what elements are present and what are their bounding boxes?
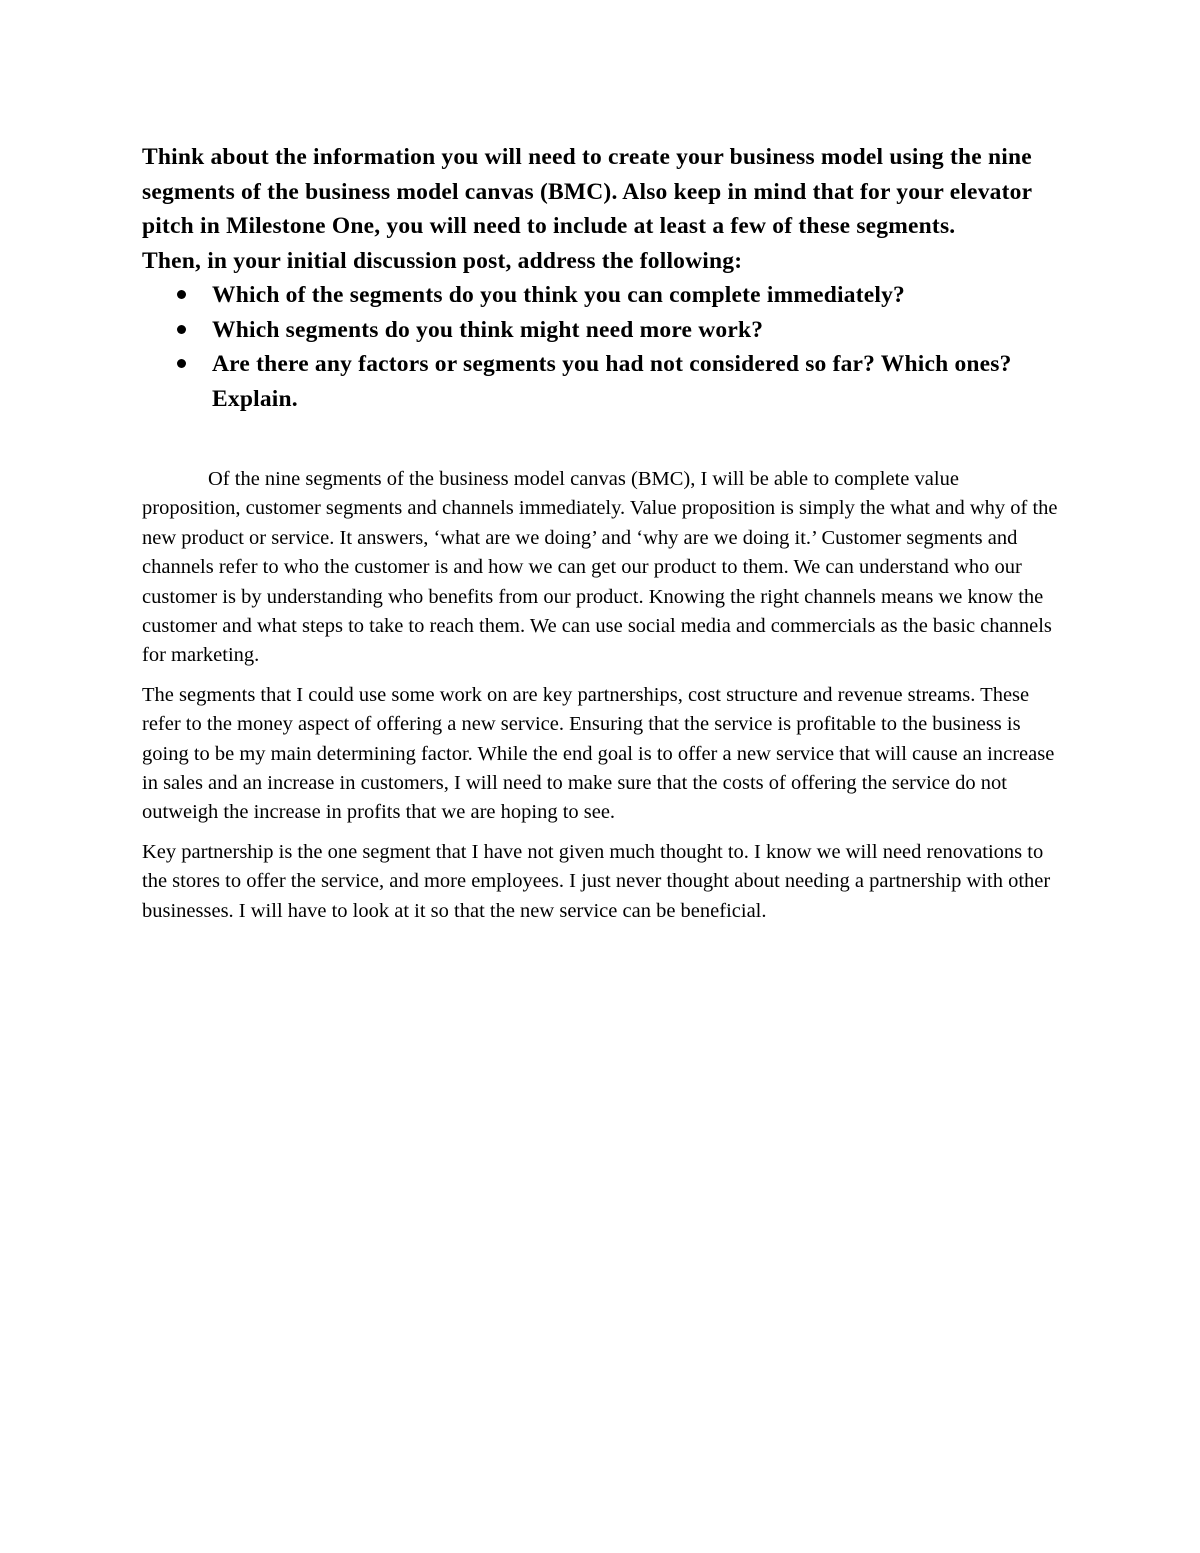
prompt-question-text: Which segments do you think might need more work? <box>212 316 764 343</box>
answer-paragraph: The segments that I could use some work on are key partnerships, cost structure and revenue streams. These refer to the money aspect of offering a new service. Ensuring that the service is profitable to the business is going to be my main determining factor. While the end goal is to offer a new service that will cause an increase in sales and an increase in customers, I will need to make sure that the costs of offering the service do not outweigh the increase in profits that we are hoping to see. <box>142 683 1055 824</box>
prompt-lead: Then, in your initial discussion post, address the following: <box>142 247 743 274</box>
prompt-questions-list <box>142 278 1060 416</box>
prompt-question-text: Which of the segments do you think you can complete immediately? <box>212 282 905 308</box>
prompt-intro: Think about the information you will need to create your business model using the nine segments of the business model canvas (BMC). Also keep in mind that for your elevator pitch in Milestone One, you will need to include at least a few of these segments. <box>142 144 1032 239</box>
prompt-question <box>142 313 1060 348</box>
bullet-icon <box>177 325 186 334</box>
prompt-question-text: Are there any factors or segments you had not considered so far? Which ones? Explain. <box>212 351 1012 412</box>
bullet-icon <box>177 359 186 368</box>
bullet-icon <box>177 290 186 299</box>
discussion-answer <box>142 465 1060 926</box>
prompt-question <box>142 278 1060 313</box>
answer-paragraph: Of the nine segments of the business model canvas (BMC), I will be able to complete value proposition, customer segments and channels immediately. Value proposition is simply the what and why of the new product or service. It answers, ‘what are we doing’ and ‘why are we doing it.’ Customer segments and channels refer to who the customer is and how we can get our product to them. We can understand who our customer is by understanding who benefits from our product. Knowing the right channels means we know the customer and what steps to take to reach them. We can use social media and commercials as the basic channels for marketing. <box>142 468 1058 667</box>
document-content <box>142 140 1060 936</box>
discussion-prompt <box>142 140 1060 416</box>
answer-paragraph: Key partnership is the one segment that I have not given much thought to. I know we will need renovations to the stores to offer the service, and more employees. I just never thought about needing a partnership with other businesses. I will have to look at it so that the new service can be beneficial. <box>142 840 1051 922</box>
prompt-question <box>142 347 1060 416</box>
